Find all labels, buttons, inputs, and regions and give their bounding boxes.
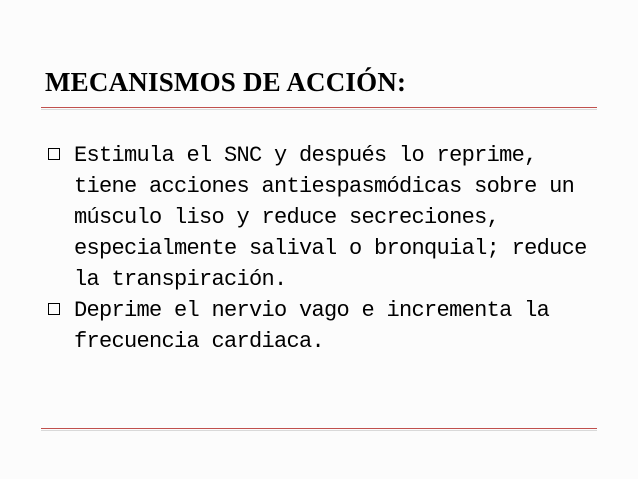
square-bullet-icon — [48, 303, 60, 315]
title-divider — [41, 107, 597, 108]
bullet-text: Estimula el SNC y después lo reprime, tiene acciones antiespasmódicas sobre un músculo liso y reduce secreciones, especialmente salival o bronquial; reduce la transpiración. — [74, 143, 587, 292]
bullet-item — [48, 295, 608, 357]
bullet-list — [48, 140, 608, 357]
bullet-item — [48, 140, 608, 295]
square-bullet-icon — [48, 148, 60, 160]
footer-divider — [41, 428, 597, 429]
slide-title: MECANISMOS DE ACCIÓN: — [45, 67, 407, 97]
bullet-text: Deprime el nervio vago e incrementa la frecuencia cardiaca. — [74, 298, 550, 354]
